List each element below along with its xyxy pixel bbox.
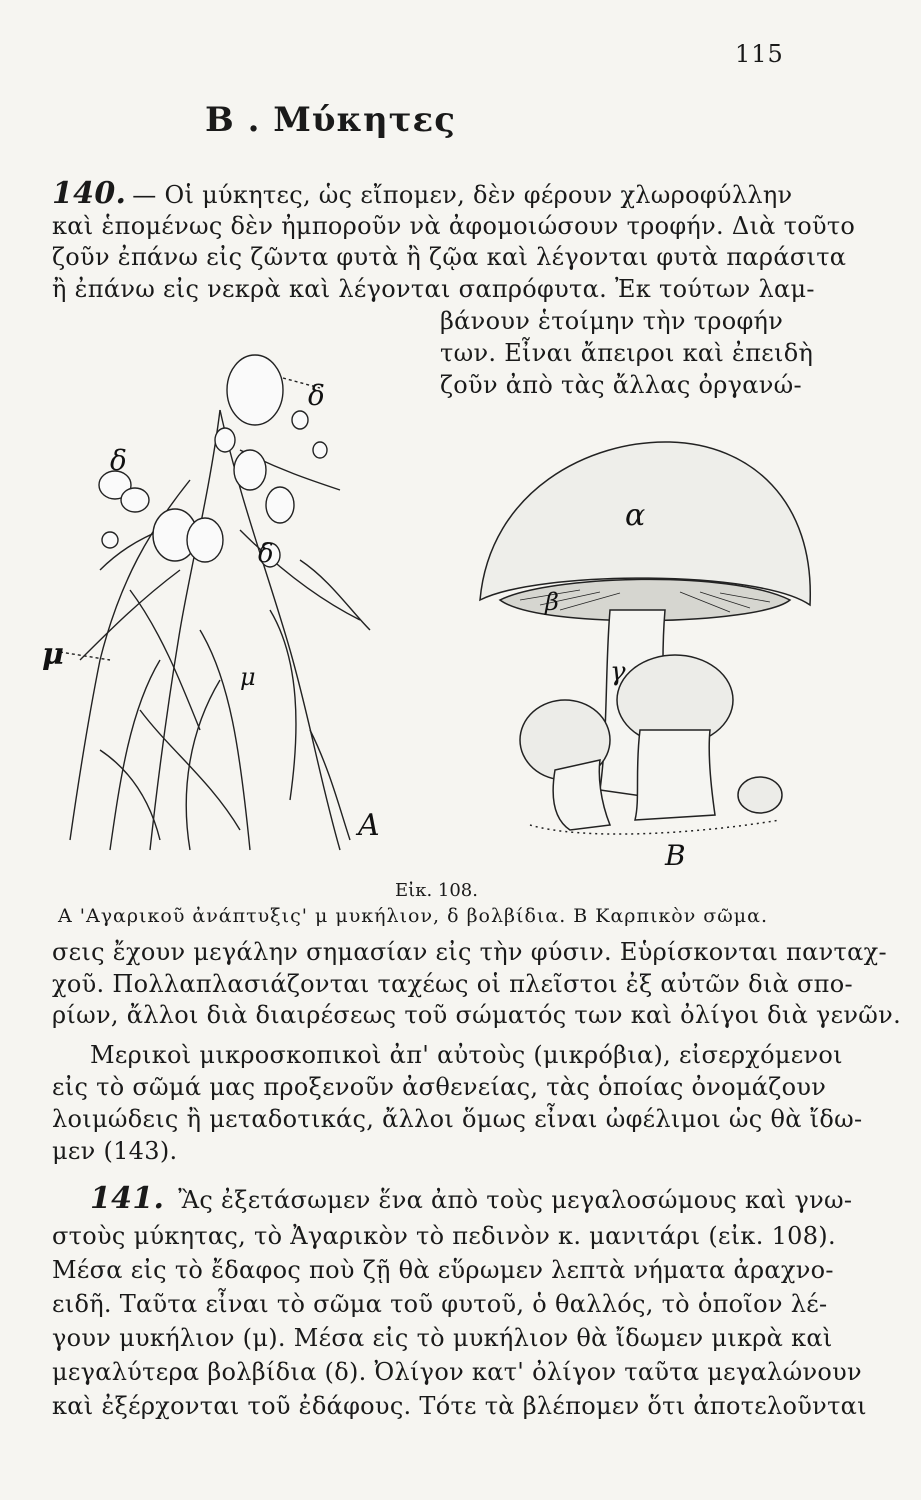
text-line: ζοῦν ἐπάνω εἰς ζῶντα φυτὰ ἢ ζῷα καὶ λέγονται φυτὰ παράσιτα (52, 243, 847, 271)
mycelium-illustration (40, 330, 400, 870)
section-heading: Β . Μύκητες (205, 100, 456, 140)
figure-label: δ (308, 379, 325, 412)
text-line: — Οἱ μύκητες, ὡς εἴπομεν, δὲν φέρουν χλωροφύλλην (132, 181, 793, 209)
figure-label: δ (258, 539, 274, 569)
paragraph-number: 141. (90, 1181, 165, 1216)
text-line: καὶ ἐξέρχονται τοῦ ἐδάφους. Τότε τὰ βλέπομεν ὅτι ἀποτελοῦνται (52, 1392, 867, 1420)
text-line: ειδῆ. Ταῦτα εἶναι τὸ σῶμα τοῦ φυτοῦ, ὁ θαλλός, τὸ ὁποῖον λέ- (52, 1290, 828, 1318)
page-number: 115 (735, 40, 784, 68)
figure-label: γ (610, 657, 626, 687)
text-line: Μέσα εἰς τὸ ἔδαφος ποὺ ζῇ θὰ εὕρωμεν λεπτὰ νήματα ἀραχνο- (52, 1256, 834, 1284)
text-line: μεν (143). (52, 1137, 178, 1165)
figure-label: A (358, 808, 380, 843)
paragraph-141-line (90, 1181, 853, 1216)
text-line: γουν μυκήλιον (μ). Μέσα εἰς τὸ μυκήλιον θὰ ἴδωμεν μικρὰ καὶ (52, 1324, 833, 1352)
text-line: σεις ἔχουν μεγάλην σημασίαν εἰς τὴν φύσιν. Εὑρίσκονται πανταχ- (52, 938, 887, 966)
text-line: Ἂς ἐξετάσωμεν ἕνα ἀπὸ τοὺς μεγαλοσώμους καὶ γνω- (170, 1186, 853, 1214)
text-line: λοιμώδεις ἢ μεταδοτικάς, ἄλλοι ὅμως εἶναι ὠφέλιμοι ὡς θὰ ἴδω- (52, 1105, 863, 1133)
figure-caption: Α 'Αγαρικοῦ ἀνάπτυξις' μ μυκήλιον, δ βολβίδια. Β Καρπικὸν σῶμα. (58, 905, 768, 927)
text-line: εἰς τὸ σῶμά μας προξενοῦν ἀσθενείας, τὰς ὁποίας ὀνομάζουν (52, 1073, 827, 1101)
text-line: των. Εἶναι ἄπειροι καὶ ἐπειδὴ (440, 339, 814, 367)
figure-label: μ (240, 663, 256, 691)
text-line: ἢ ἐπάνω εἰς νεκρὰ καὶ λέγονται σαπρόφυτα. Ἐκ τούτων λαμ- (52, 275, 815, 303)
mushroom-illustration (460, 430, 830, 880)
paragraph-140-line (52, 176, 793, 211)
figure-label: δ (110, 444, 127, 477)
text-line: καὶ ἑπομένως δὲν ἠμποροῦν νὰ ἀφομοιώσουν τροφήν. Διὰ τοῦτο (52, 212, 856, 240)
paragraph-number: 140. (52, 176, 127, 211)
text-line: χοῦ. Πολλαπλασιάζονται ταχέως οἱ πλεῖστοι ἐξ αὐτῶν διὰ σπο- (52, 970, 853, 998)
figure-caption-title: Εἰκ. 108. (395, 880, 478, 901)
text-line: στοὺς μύκητας, τὸ Ἀγαρικὸν τὸ πεδινὸν κ. μανιτάρι (εἰκ. 108). (52, 1222, 836, 1250)
text-line: ζοῦν ἀπὸ τὰς ἄλλας ὀργανώ- (440, 371, 802, 399)
text-line: ρίων, ἄλλοι διὰ διαιρέσεως τοῦ σώματός των καὶ ὀλίγοι διὰ γενῶν. (52, 1001, 901, 1029)
figure-label: B (665, 839, 686, 872)
text-line: βάνουν ἑτοίμην τὴν τροφήν (440, 307, 784, 335)
text-line: μεγαλύτερα βολβίδια (δ). Ὀλίγον κατ' ὀλίγον ταῦτα μεγαλώνουν (52, 1358, 862, 1386)
figure-label: μ (42, 637, 64, 672)
text-line: Μερικοὶ μικροσκοπικοὶ ἀπ' αὐτοὺς (μικρόβια), εἰσερχόμενοι (90, 1041, 843, 1069)
figure-label: β (545, 588, 559, 616)
figure-label: α (625, 498, 646, 533)
